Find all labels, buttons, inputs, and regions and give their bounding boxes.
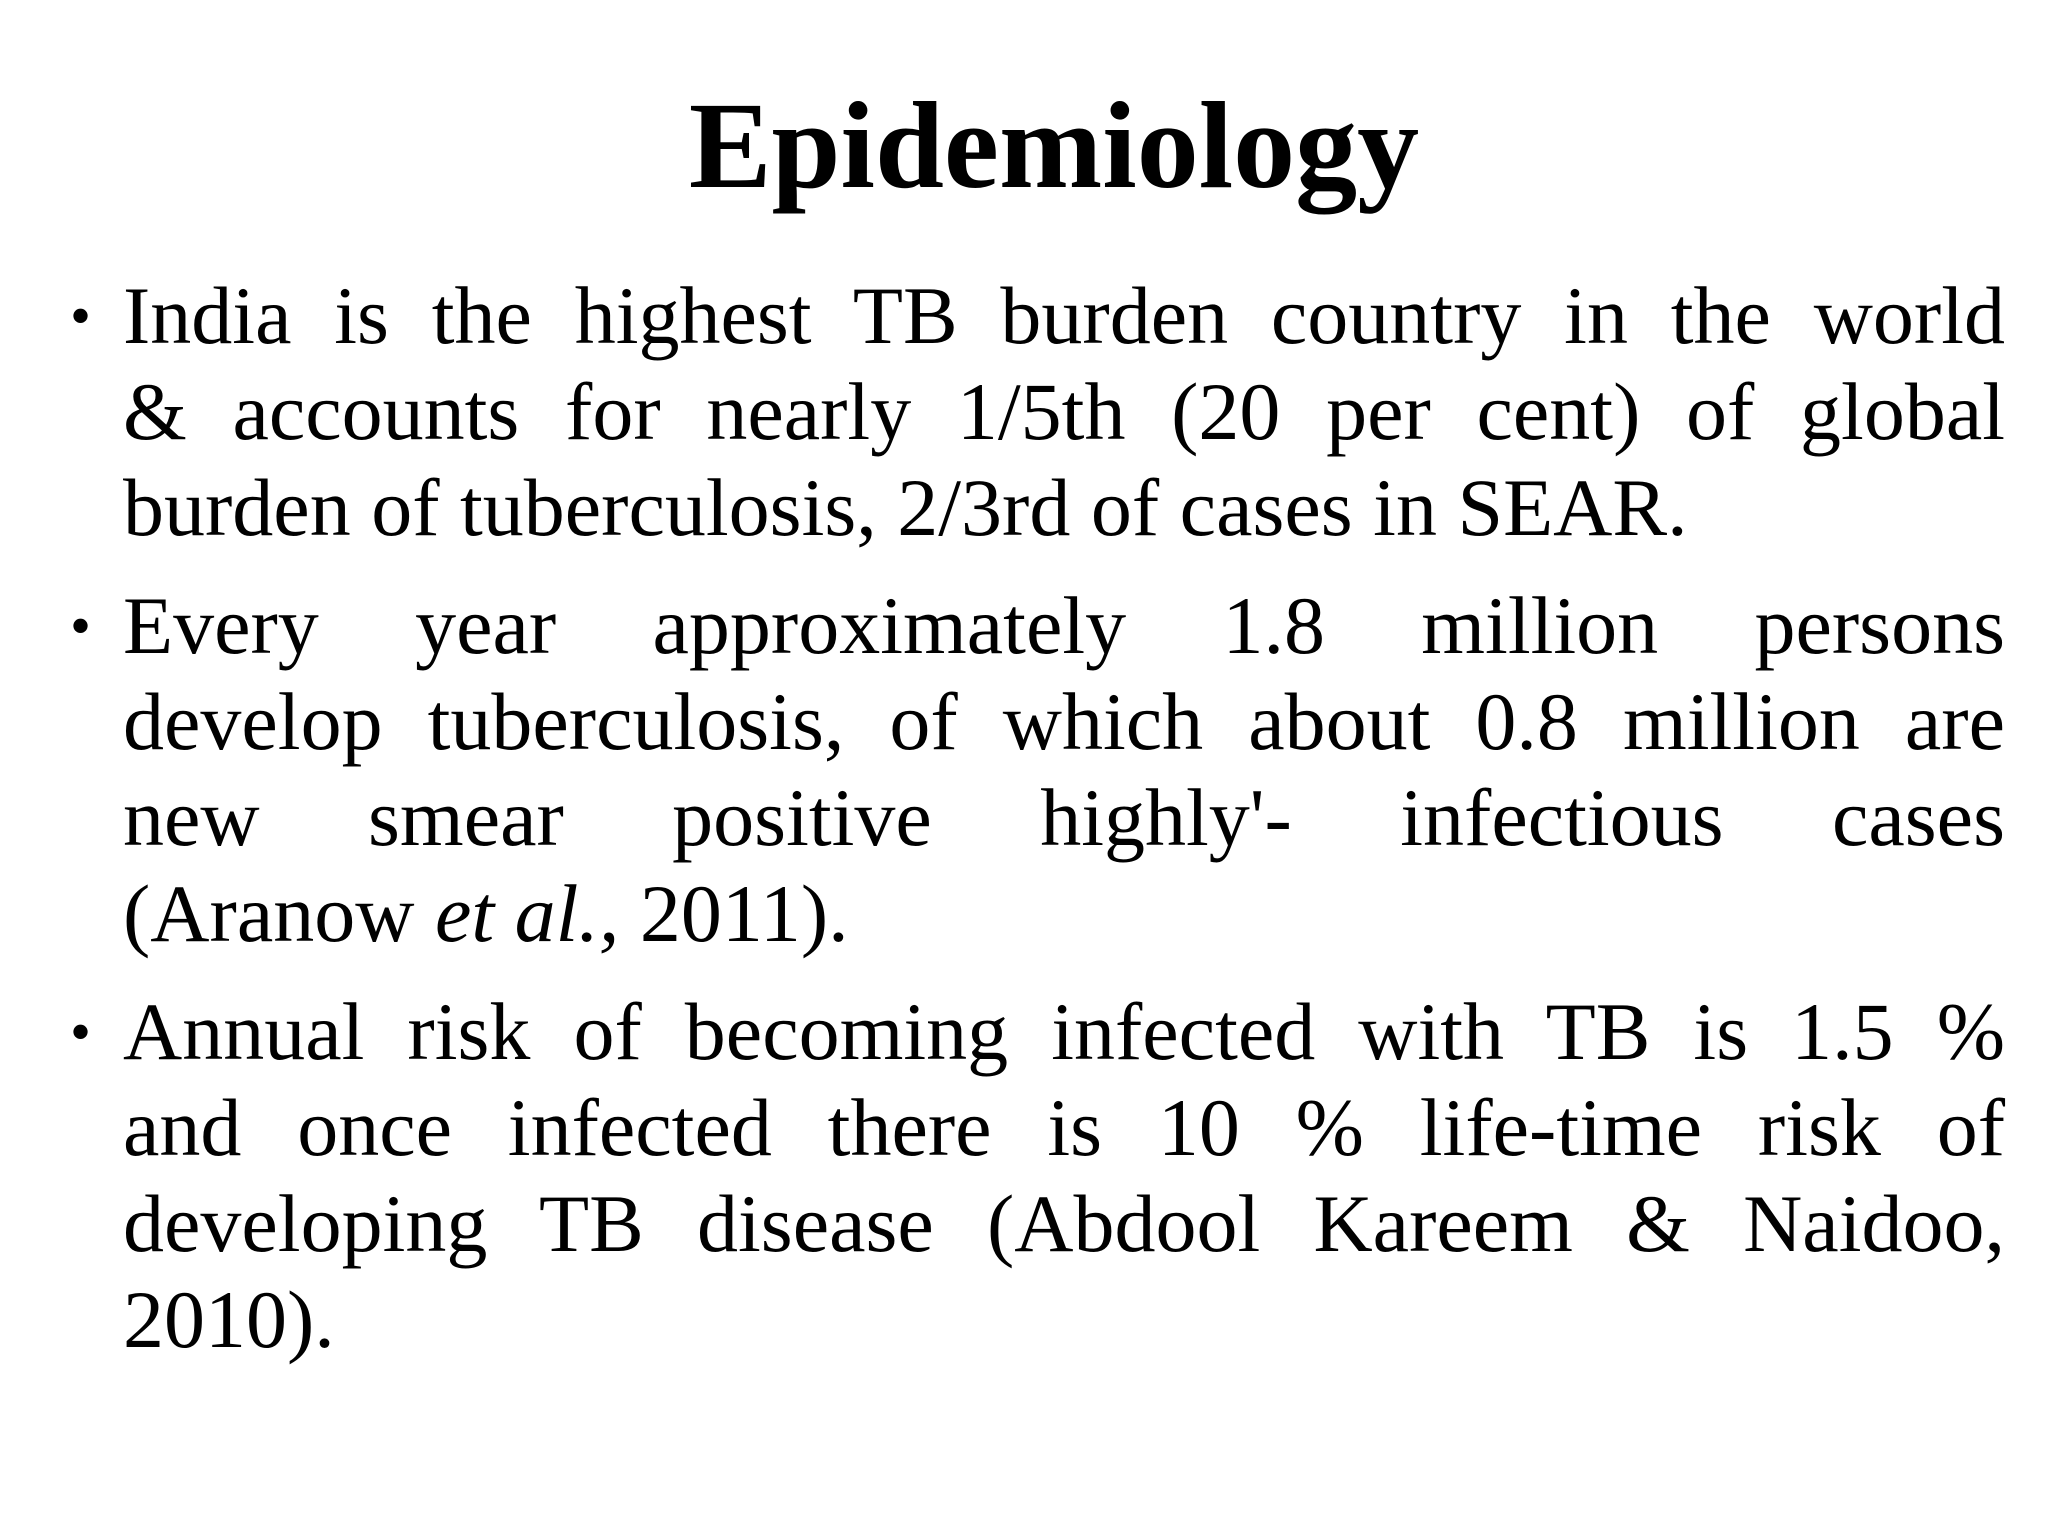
- bullet-line: and once infected there is 10 % life-time risk of: [123, 1082, 2005, 1173]
- citation-year: 2011).: [619, 868, 849, 959]
- citation-et-al: et al.,: [434, 868, 620, 959]
- citation-line: [123, 866, 2005, 962]
- slide-title: Epidemiology: [688, 77, 1420, 214]
- bullet-line: India is the highest TB burden country in the world: [123, 270, 2005, 361]
- bullet-line: burden of tuberculosis, 2/3rd of cases in SEAR.: [123, 462, 1688, 553]
- bullet-line: developing TB disease (Abdool Kareem & Naidoo,: [123, 1178, 2005, 1269]
- citation-author: (Aranow: [123, 868, 435, 959]
- bullet-list: [60, 268, 2005, 1390]
- bullet-item: [60, 578, 2005, 962]
- bullet-line: develop tuberculosis, of which about 0.8 million are: [123, 676, 2005, 767]
- bullet-line: 2010).: [123, 1274, 335, 1365]
- bullet-line: Every year approximately 1.8 million persons: [123, 580, 2005, 671]
- bullet-marker: •: [70, 283, 92, 349]
- bullet-marker: •: [70, 999, 92, 1065]
- bullet-item: [60, 984, 2005, 1368]
- bullet-line: & accounts for nearly 1/5th (20 per cent) of global: [123, 366, 2005, 457]
- bullet-line: new smear positive highly'- infectious cases: [123, 772, 2005, 863]
- bullet-marker: •: [70, 593, 92, 659]
- bullet-line: Annual risk of becoming infected with TB is 1.5 %: [123, 986, 2005, 1077]
- bullet-item: [60, 268, 2005, 556]
